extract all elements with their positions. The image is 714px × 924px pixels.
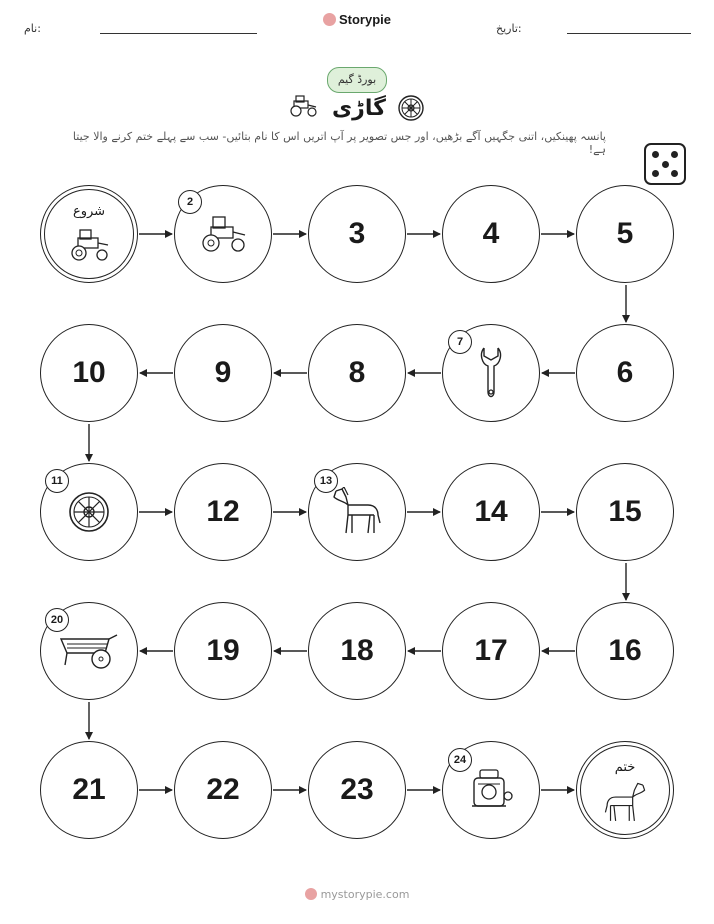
cell-4 — [442, 185, 540, 283]
board-game-badge: بورڈ گیم — [327, 67, 387, 93]
cell-number: 6 — [616, 356, 634, 389]
cell-number: 8 — [348, 356, 366, 389]
start-label: شروع — [72, 204, 106, 219]
footer-url: mystorypie.com — [320, 888, 410, 901]
cell-number: 22 — [206, 773, 240, 806]
cell-9 — [174, 324, 272, 422]
cell-21 — [40, 741, 138, 839]
wheel-icon — [67, 490, 111, 534]
cart-icon — [59, 631, 119, 671]
start-ring — [44, 189, 134, 279]
cell-number-badge: 11 — [45, 469, 69, 493]
cell-number-badge: 20 — [45, 608, 69, 632]
cell-number: 10 — [72, 356, 106, 389]
finish-label: ختم — [614, 760, 636, 775]
bear-icon — [305, 888, 317, 900]
cell-15 — [576, 463, 674, 561]
cell-18 — [308, 602, 406, 700]
cell-19 — [174, 602, 272, 700]
cell-number: 18 — [340, 634, 374, 667]
cell-number-badge: 13 — [314, 469, 338, 493]
cell-number: 14 — [474, 495, 508, 528]
tractor-icon — [197, 215, 249, 253]
cell-number-badge: 2 — [178, 190, 202, 214]
cell-14 — [442, 463, 540, 561]
cell-number: 5 — [616, 217, 634, 250]
brand-name: Storypie — [338, 12, 391, 27]
horse-icon — [330, 487, 384, 537]
finish-cell — [576, 741, 674, 839]
cell-number: 15 — [608, 495, 642, 528]
cell-number: 4 — [482, 217, 500, 250]
wrench-icon — [479, 346, 503, 400]
cell-3 — [308, 185, 406, 283]
start-cell — [40, 185, 138, 283]
cell-number: 19 — [206, 634, 240, 667]
cell-number: 23 — [340, 773, 374, 806]
cell-8 — [308, 324, 406, 422]
cell-number: 21 — [72, 773, 106, 806]
cell-number: 3 — [348, 217, 366, 250]
cell-number: 16 — [608, 634, 642, 667]
cell-10 — [40, 324, 138, 422]
cell-number-badge: 24 — [448, 748, 472, 772]
cell-12 — [174, 463, 272, 561]
cell-number: 9 — [214, 356, 232, 389]
cell-number: 12 — [206, 495, 240, 528]
date-label: تاریخ: — [496, 22, 522, 35]
page-title: گاڑی — [332, 96, 386, 121]
cell-5 — [576, 185, 674, 283]
cell-22 — [174, 741, 272, 839]
cell-16 — [576, 602, 674, 700]
engine-icon — [468, 766, 514, 814]
footer — [0, 888, 714, 901]
cell-23 — [308, 741, 406, 839]
finish-ring — [580, 745, 670, 835]
cell-6 — [576, 324, 674, 422]
name-label: نام: — [24, 22, 41, 35]
cell-number: 17 — [474, 634, 508, 667]
cell-17 — [442, 602, 540, 700]
cell-number-badge: 7 — [448, 330, 472, 354]
instructions: پانسہ پھینکیں، اتنی جگہیں آگے بڑھیں، اور جس تصویر پر آپ اتریں اس کا نام بتائیں- سب سے پہلے ختم کرنے والا جیتا ہے! — [72, 130, 606, 156]
